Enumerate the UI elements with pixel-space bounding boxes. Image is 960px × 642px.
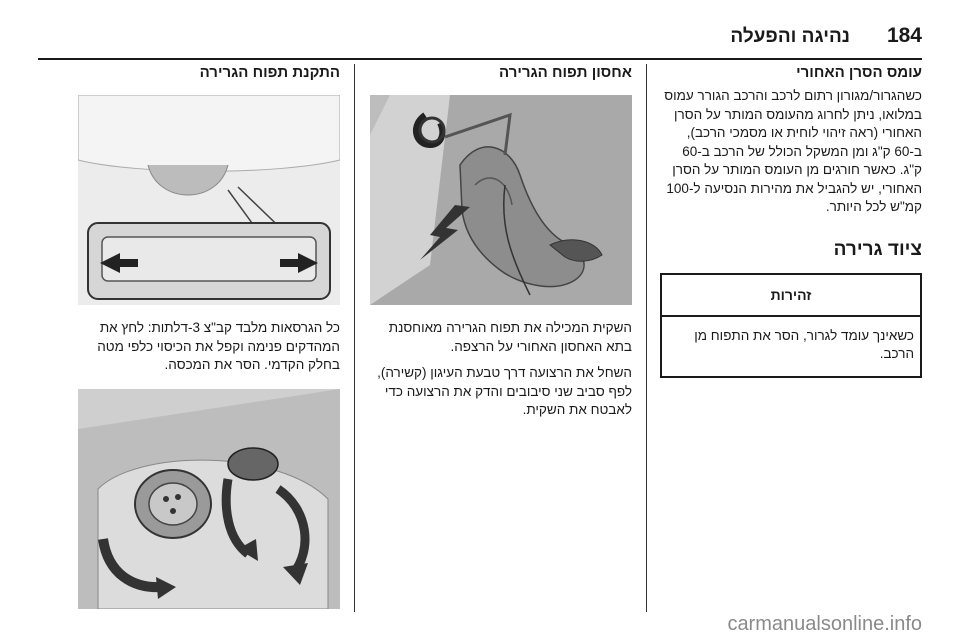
figure-bumper-cover [78,95,340,305]
rear-axle-paragraph: כשהגרור/מגורון רתום לרכב והרכב הגורר עמוס במלואו, ניתן לחרוג מהעומס המותר על הסרן האחורי (ראה זיהוי לוחית או מסמכי הרכב), ב-60 ק"ג ומן המשקל הכולל של הרכב ב-60 ק"ג. כאשר חורגים מן העומס המותר על הסרן האחורי, יש להגביל את מהירות הנסיעה ל-100 קמ"ש לכל היותר. [664,88,922,214]
watermark: carmanualsonline.info [727,613,922,635]
rear-axle-heading: עומס הסרן האחורי [796,64,922,81]
bumper-cover-illustration [78,95,340,305]
caution-title: זהירות [662,275,920,317]
column-divider-left [354,64,355,612]
column-divider-right [646,64,647,612]
towing-equipment-title: ציוד גרירה [833,238,922,260]
figure-storage-bag [370,95,632,305]
ball-installation-heading: התקנת תפוח הגרירה [199,64,340,81]
header-rule [38,58,922,60]
ball-storage-heading: אחסון תפוח הגרירה [499,64,632,81]
column-rear-axle-load [660,64,922,378]
ball-installation-paragraph: כל הגרסאות מלבד קב"צ 3-דלתות: לחץ את המהדקים פנימה וקפל את הכיסוי כלפי מטה בחלק הקדמי. הסר את המכסה. [97,320,340,372]
figure-socket-cover [78,389,340,609]
page-title: נהיגה והפעלה [730,26,850,47]
caution-box [660,273,922,378]
column-ball-installation [78,64,340,609]
page-number: 184 [886,24,922,47]
socket-cover-illustration [78,389,340,609]
column-ball-storage [369,64,632,420]
ball-storage-paragraph-2: השחל את הרצועה דרך טבעת העיגון (קשירה), לפף סביב שני סיבובים והדק את הרצועה כדי לאבטח את השקית. [377,365,632,417]
storage-bag-illustration [370,95,632,305]
caution-text: כשאינך עומד לגרור, הסר את התפוח מן הרכב. [694,327,914,361]
ball-storage-paragraph-1: השקית המכילה את תפוח הגרירה מאוחסנת בתא האחסון האחורי על הרצפה. [388,320,632,354]
page-header [38,24,922,56]
